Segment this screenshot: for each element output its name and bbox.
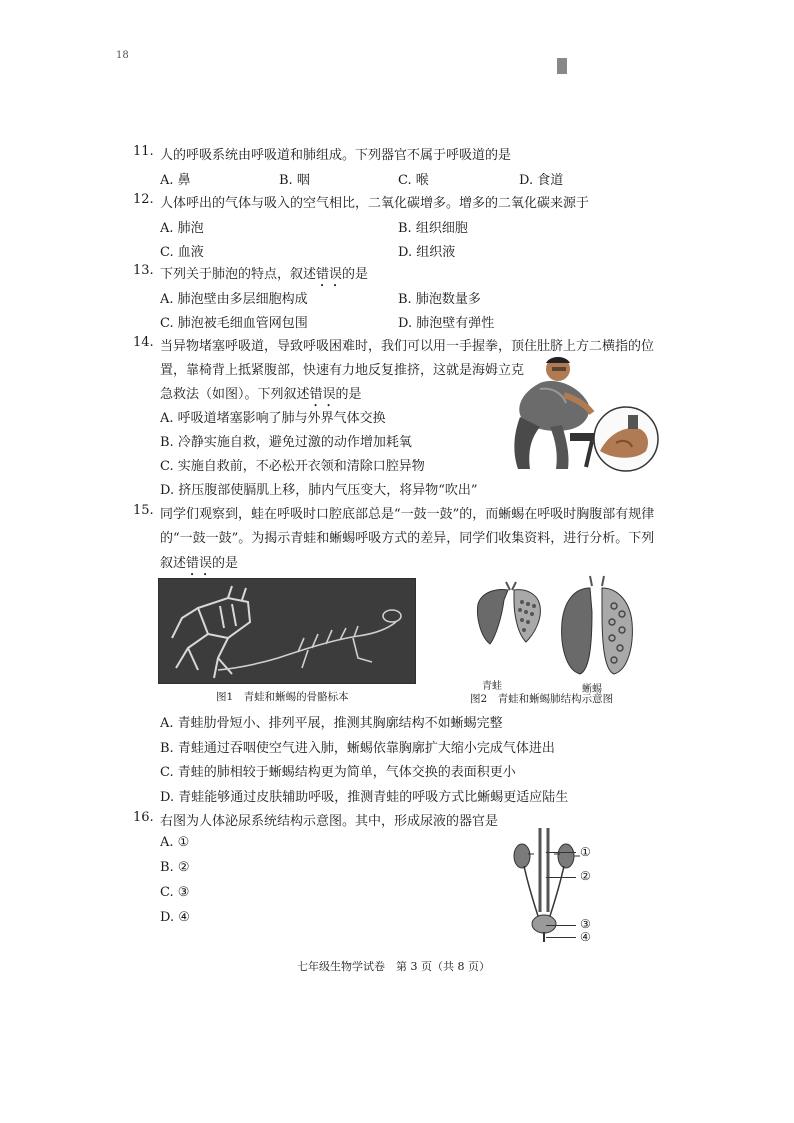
leader-line-1 bbox=[546, 852, 576, 853]
q13-number: 13. bbox=[133, 263, 154, 278]
leader-line-2 bbox=[546, 877, 576, 878]
q13-option-b: B. 肺泡数量多 bbox=[398, 292, 481, 307]
q14-emphasis-word: 错误 bbox=[309, 387, 336, 402]
q13-stem: 下列关于肺泡的特点，叙述错误的是 bbox=[160, 267, 369, 282]
lizard-lung-diagram bbox=[552, 572, 642, 682]
q16-option-b: B. ② bbox=[160, 860, 190, 875]
q13-emphasis-word: 错误 bbox=[316, 267, 343, 282]
page-corner-mark: 18 bbox=[116, 50, 129, 61]
q15-option-c: C. 青蛙的肺相较于蜥蜴结构更为简单，气体交换的表面积更小 bbox=[160, 765, 516, 780]
q15-option-d: D. 青蛙能够通过皮肤辅助呼吸，推测青蛙的呼吸方式比蜥蜴更适应陆生 bbox=[160, 790, 569, 805]
frog-lung-diagram bbox=[466, 576, 566, 676]
urinary-label-2: ② bbox=[580, 869, 591, 883]
urinary-system-diagram bbox=[510, 828, 580, 946]
q15-option-a: A. 青蛙肋骨短小、排列平展，推测其胸廓结构不如蜥蜴完整 bbox=[160, 716, 503, 731]
q11-option-d: D. 食道 bbox=[519, 173, 564, 188]
q16-stem: 右图为人体泌尿系统结构示意图。其中，形成尿液的器官是 bbox=[160, 814, 499, 829]
q15-number: 15. bbox=[133, 503, 154, 518]
q12-option-c: C. 血液 bbox=[160, 245, 204, 260]
fig2-label-lizard: 蜥蜴 bbox=[582, 684, 602, 695]
q12-option-a: A. 肺泡 bbox=[160, 221, 204, 236]
q11-option-a: A. 鼻 bbox=[160, 173, 191, 188]
fig2-label-frog: 青蛙 bbox=[482, 681, 502, 692]
q16-option-d: D. ④ bbox=[160, 910, 190, 925]
q12-stem: 人体呼出的气体与吸入的空气相比，二氧化碳增多。增多的二氧化碳来源于 bbox=[160, 196, 590, 211]
urinary-label-4: ④ bbox=[580, 930, 591, 944]
fig2-caption: 图2 青蛙和蜥蜴肺结构示意图 bbox=[470, 693, 614, 705]
skeleton-photo bbox=[158, 578, 416, 684]
q14-option-a: A. 呼吸道堵塞影响了肺与外界气体交换 bbox=[160, 411, 386, 426]
q15-emphasis-word: 错误 bbox=[186, 556, 213, 571]
q11-number: 11. bbox=[133, 144, 154, 159]
q14-stem-line1: 当异物堵塞呼吸道，导致呼吸困难时，我们可以用一手握拳，顶住肚脐上方二横指的位 bbox=[160, 339, 655, 354]
q15-stem-line3: 叙述错误的是 bbox=[160, 556, 239, 571]
q11-stem: 人的呼吸系统由呼吸道和肺组成。下列器官不属于呼吸道的是 bbox=[160, 148, 512, 163]
leader-line-3 bbox=[546, 925, 576, 926]
q16-option-a: A. ① bbox=[160, 835, 190, 850]
leader-line-4 bbox=[546, 937, 576, 938]
q12-number: 12. bbox=[133, 192, 154, 207]
q14-option-c: C. 实施自救前，不必松开衣领和清除口腔异物 bbox=[160, 459, 425, 474]
q14-option-d: D. 挤压腹部使膈肌上移，肺内气压变大，将异物“吹出” bbox=[160, 483, 478, 498]
q15-option-b: B. 青蛙通过吞咽使空气进入肺，蜥蜴依靠胸廓扩大缩小完成气体进出 bbox=[160, 741, 555, 756]
fig1-caption: 图1 青蛙和蜥蜴的骨骼标本 bbox=[216, 691, 349, 703]
urinary-label-1: ① bbox=[580, 845, 591, 859]
q13-option-c: C. 肺泡被毛细血管网包围 bbox=[160, 316, 308, 331]
urinary-label-3: ③ bbox=[580, 917, 591, 931]
q11-option-b: B. 咽 bbox=[279, 173, 310, 188]
q14-number: 14. bbox=[133, 335, 154, 350]
page-footer: 七年级生物学试卷 第 3 页（共 8 页） bbox=[297, 960, 490, 973]
q14-stem-line3: 急救法（如图）。下列叙述错误的是 bbox=[160, 387, 362, 402]
q14-stem-line2: 置，靠椅背上抵紧腹部，快速有力地反复推挤，这就是海姆立克 bbox=[160, 363, 525, 378]
q13-option-a: A. 肺泡壁由多层细胞构成 bbox=[160, 292, 308, 307]
q16-number: 16. bbox=[133, 810, 154, 825]
q13-option-d: D. 肺泡壁有弹性 bbox=[398, 316, 495, 331]
q12-option-b: B. 组织细胞 bbox=[398, 221, 468, 236]
q11-option-c: C. 喉 bbox=[398, 173, 429, 188]
q14-option-b: B. 冷静实施自救，避免过激的动作增加耗氧 bbox=[160, 435, 412, 450]
scan-artifact bbox=[557, 58, 567, 74]
q12-option-d: D. 组织液 bbox=[398, 245, 456, 260]
heimlich-illustration bbox=[500, 355, 665, 475]
q15-stem-line1: 同学们观察到，蛙在呼吸时口腔底部总是“一鼓一鼓”的，而蜥蜴在呼吸时胸腹部有规律 bbox=[160, 507, 655, 522]
q16-option-c: C. ③ bbox=[160, 885, 190, 900]
q15-stem-line2: 的“一鼓一鼓”。为揭示青蛙和蜥蜴呼吸方式的差异，同学们收集资料，进行分析。下列 bbox=[160, 531, 655, 546]
